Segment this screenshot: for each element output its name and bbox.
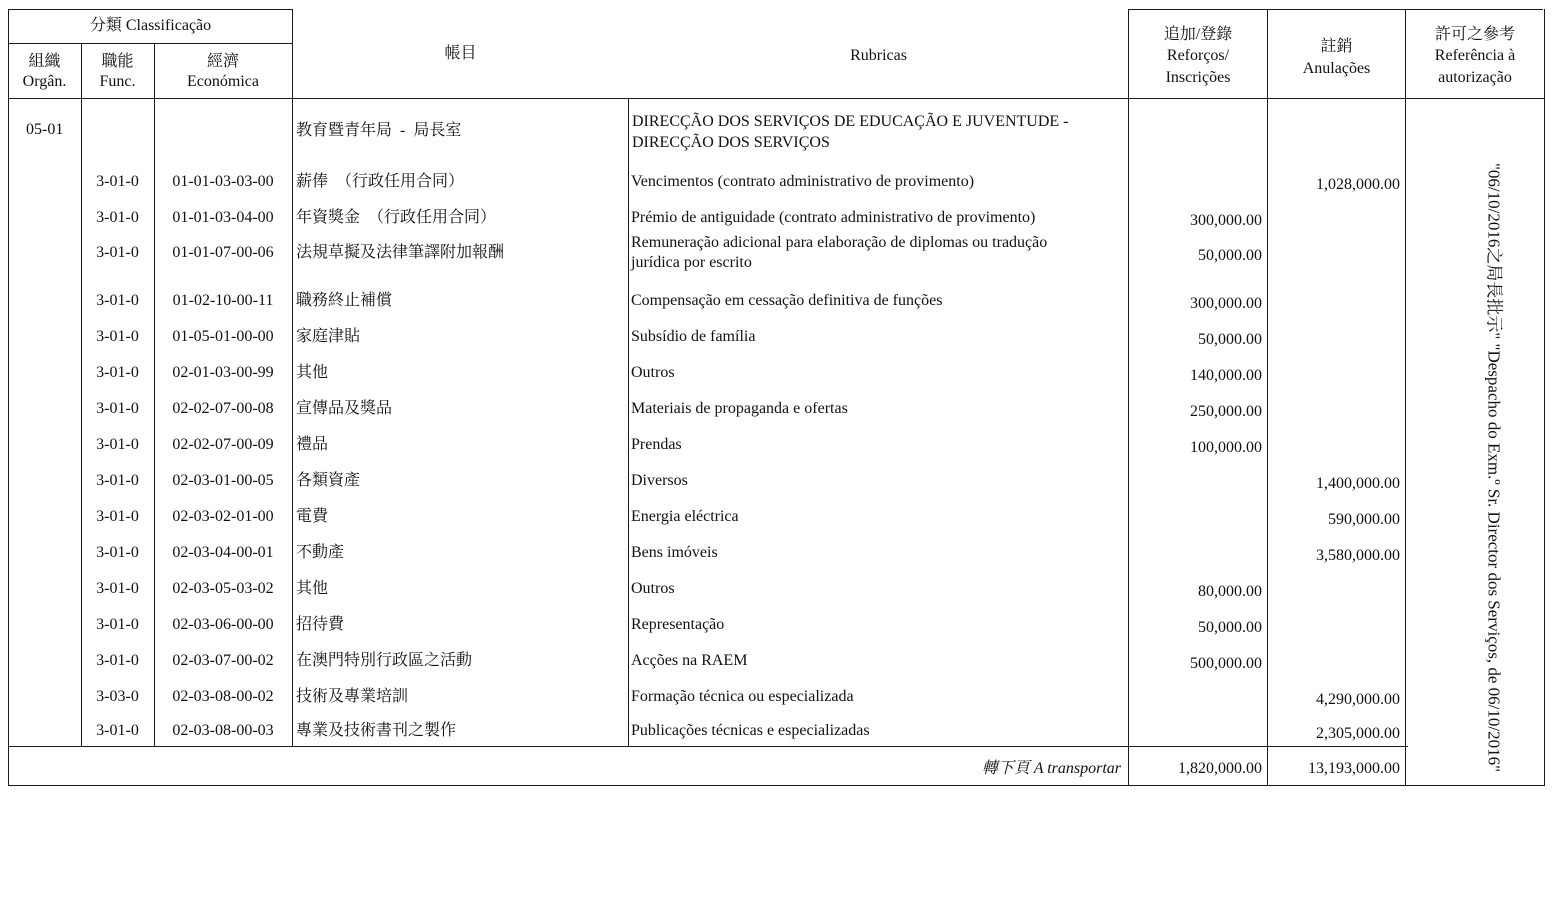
header-func: 職能	[101, 53, 134, 70]
row-reforco: 50,000.00	[1198, 247, 1262, 264]
row-anulacao: 1,400,000.00	[1316, 475, 1400, 492]
row-econ-code: 01-01-07-00-06	[172, 244, 274, 261]
row-econ-code: 01-01-03-04-00	[172, 209, 274, 226]
row-anulacao: 590,000.00	[1328, 511, 1400, 528]
row-func-code: 3-01-0	[96, 173, 139, 190]
row-econ-code: 02-03-07-00-02	[172, 652, 274, 669]
row-reforco: 300,000.00	[1190, 212, 1262, 229]
row-rubrica-pt: Prendas	[631, 436, 682, 453]
row-func-code: 3-01-0	[96, 400, 139, 417]
rule-top-right	[1128, 9, 1543, 10]
row-account-cn: 在澳門特別行政區之活動	[296, 652, 473, 669]
row-econ-code: 01-02-10-00-11	[172, 292, 274, 309]
header-ref-pt1: Referência à	[1434, 47, 1516, 64]
header-anulacoes-pt: Anulações	[1302, 60, 1371, 77]
row-func-code: 3-01-0	[96, 472, 139, 489]
row-econ-code: 02-01-03-00-99	[172, 364, 274, 381]
row-reforco: 140,000.00	[1190, 367, 1262, 384]
row-rubrica-pt: Outros	[631, 580, 675, 597]
row-rubrica-pt: Materiais de propaganda e ofertas	[631, 400, 848, 417]
row-account-cn: 其他	[296, 364, 329, 381]
row-rubrica-pt: Energia eléctrica	[631, 508, 739, 525]
row-func-code: 3-01-0	[96, 652, 139, 669]
row-rubrica-pt: Subsídio de família	[631, 328, 756, 345]
row-account-cn: 專業及技術書刊之製作	[296, 722, 457, 739]
total-reforco: 1,820,000.00	[1178, 760, 1262, 777]
row-reforco: 100,000.00	[1190, 439, 1262, 456]
carry-forward-label-pt: A transportar	[1033, 760, 1121, 777]
row-account-cn: 法規草擬及法律筆譯附加報酬	[296, 244, 505, 261]
row-reforco: 250,000.00	[1190, 403, 1262, 420]
row-account-cn: 各類資產	[296, 472, 361, 489]
row-reforco: 50,000.00	[1198, 619, 1262, 636]
row-account-cn: 不動產	[296, 544, 345, 561]
header-classification: 分類 Classificação	[89, 17, 212, 34]
row-econ-code: 02-03-01-00-05	[172, 472, 274, 489]
row-rubrica-pt: Diversos	[631, 472, 688, 489]
rule-top	[8, 9, 293, 10]
row-reforco: 80,000.00	[1198, 583, 1262, 600]
row-func-code: 3-01-0	[96, 364, 139, 381]
row-account-cn: 其他	[296, 580, 329, 597]
row-econ-code: 02-03-06-00-00	[172, 616, 274, 633]
rule-econ-account	[292, 9, 293, 746]
rule-func-econ	[154, 43, 155, 746]
row-rubrica-pt: Representação	[631, 616, 725, 633]
row-reforco: 300,000.00	[1190, 295, 1262, 312]
rule-total-top	[8, 746, 1408, 747]
row-econ-code: 01-05-01-00-00	[172, 328, 274, 345]
rule-header-bottom	[8, 98, 1545, 99]
row-reforco: 50,000.00	[1198, 331, 1262, 348]
row-account-cn: 宣傳品及獎品	[296, 400, 393, 417]
rule-right	[1544, 9, 1545, 786]
row-anulacao: 4,290,000.00	[1316, 691, 1400, 708]
row-account-cn: 職務終止補償	[296, 292, 393, 309]
section-title-pt-line2: DIRECÇÃO DOS SERVIÇOS	[632, 134, 830, 151]
row-econ-code: 02-02-07-00-09	[172, 436, 274, 453]
header-econ-pt: Económica	[187, 73, 259, 90]
row-rubrica-pt: Remuneração adicional para elaboração de diplomas ou tradução	[631, 234, 1048, 251]
rule-organ-func	[81, 43, 82, 746]
row-account-cn: 招待費	[296, 616, 345, 633]
row-rubrica-pt: Publicações técnicas e especializadas	[631, 722, 870, 739]
header-ref: 許可之參考	[1434, 26, 1515, 43]
row-rubrica-pt: Compensação em cessação definitiva de funções	[631, 292, 943, 309]
row-anulacao: 2,305,000.00	[1316, 725, 1400, 742]
row-func-code: 3-01-0	[96, 244, 139, 261]
total-anulacao: 13,193,000.00	[1308, 760, 1400, 777]
header-func-pt: Func.	[99, 73, 136, 90]
row-anulacao: 1,028,000.00	[1316, 176, 1400, 193]
row-func-code: 3-01-0	[96, 580, 139, 597]
rule-anulacao-ref	[1405, 9, 1406, 786]
row-econ-code: 02-03-05-03-02	[172, 580, 274, 597]
header-econ: 經濟	[206, 53, 239, 70]
row-func-code: 3-01-0	[96, 508, 139, 525]
row-func-code: 3-01-0	[96, 544, 139, 561]
row-func-code: 3-03-0	[96, 688, 139, 705]
row-rubrica-pt: Prémio de antiguidade (contrato administrativo de provimento)	[631, 209, 1036, 226]
header-reforcos-pt1: Reforços/	[1166, 47, 1230, 64]
row-rubrica-pt: Bens imóveis	[631, 544, 718, 561]
rule-bottom	[8, 785, 1545, 786]
row-econ-code: 02-02-07-00-08	[172, 400, 274, 417]
row-account-cn: 薪俸 （行政任用合同）	[296, 173, 465, 190]
row-anulacao: 3,580,000.00	[1316, 547, 1400, 564]
carry-forward-label-cn: 轉下頁	[981, 760, 1030, 777]
row-func-code: 3-01-0	[96, 328, 139, 345]
row-func-code: 3-01-0	[96, 209, 139, 226]
section-organ-code: 05-01	[26, 121, 64, 138]
row-rubrica-pt: Acções na RAEM	[631, 652, 748, 669]
rule-account-rubricas	[628, 98, 629, 746]
header-anulacoes: 註銷	[1320, 38, 1353, 55]
rule-left	[8, 9, 9, 786]
row-econ-code: 02-03-02-01-00	[172, 508, 274, 525]
row-account-cn: 家庭津貼	[296, 328, 361, 345]
header-rubricas: Rubricas	[850, 47, 907, 64]
row-func-code: 3-01-0	[96, 292, 139, 309]
header-reforcos-pt2: Inscrições	[1165, 69, 1231, 86]
row-account-cn: 禮品	[296, 436, 329, 453]
row-econ-code: 02-03-08-00-03	[172, 722, 274, 739]
row-func-code: 3-01-0	[96, 722, 139, 739]
row-func-code: 3-01-0	[96, 616, 139, 633]
authorization-reference: "06/10/2016之局長批示" "Despacho do Exm.º Sr. Director dos Serviços, de 06/10/2016"	[1484, 162, 1504, 773]
row-rubrica-pt: Outros	[631, 364, 675, 381]
row-account-cn: 技術及專業培訓	[296, 688, 409, 705]
row-rubrica-pt: Vencimentos (contrato administrativo de provimento)	[631, 173, 975, 190]
header-account: 帳目	[444, 45, 477, 62]
row-econ-code: 02-03-04-00-01	[172, 544, 274, 561]
header-reforcos: 追加/登錄	[1163, 26, 1233, 43]
rule-reforco-anulacao	[1267, 9, 1268, 786]
header-organ-pt: Orgân.	[22, 73, 67, 90]
section-title-cn: 教育暨青年局 - 局長室	[296, 122, 462, 139]
row-rubrica-pt: Formação técnica ou especializada	[631, 688, 854, 705]
row-econ-code: 01-01-03-03-00	[172, 173, 274, 190]
rule-class-under	[8, 43, 293, 44]
header-ref-pt2: autorização	[1438, 69, 1512, 86]
row-rubrica-pt-line2: jurídica por escrito	[631, 254, 752, 271]
row-econ-code: 02-03-08-00-02	[172, 688, 274, 705]
header-organ: 組織	[28, 53, 61, 70]
row-account-cn: 年資獎金 （行政任用合同）	[296, 209, 497, 226]
row-account-cn: 電費	[296, 508, 329, 525]
carry-forward-label	[629, 759, 1121, 779]
row-reforco: 500,000.00	[1190, 655, 1262, 672]
section-title-pt-line1: DIRECÇÃO DOS SERVIÇOS DE EDUCAÇÃO E JUVENTUDE -	[632, 113, 1069, 130]
row-func-code: 3-01-0	[96, 436, 139, 453]
